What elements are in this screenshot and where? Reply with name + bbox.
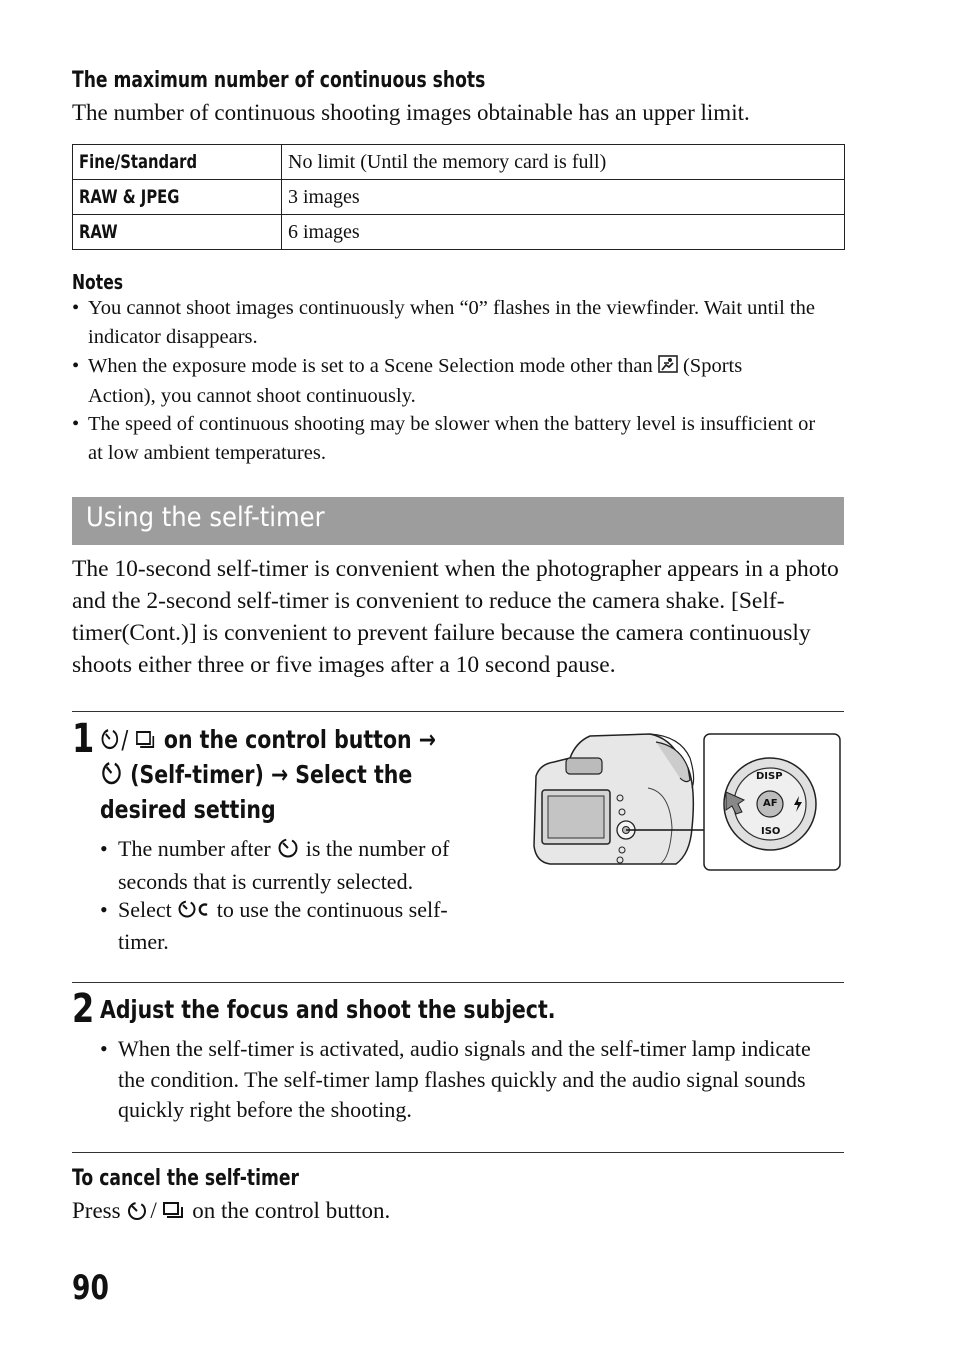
- table-row: [73, 145, 845, 180]
- notes-heading: Notes: [72, 270, 124, 294]
- step1-heading-line2: (Self-timer) → Select the: [100, 757, 412, 794]
- table-key: Fine/Standard: [79, 150, 198, 173]
- step1-heading-line3: desired setting: [100, 795, 276, 824]
- table-value: 6 images: [282, 215, 845, 250]
- table-row: [73, 180, 845, 215]
- note-item: • You cannot shoot images continuously when “0” flashes in the viewfinder. Wait until the indicator disappears.: [72, 297, 815, 348]
- section-intro: The 10-second self-timer is convenient when the photographer appears in a photo and the 2-second self-timer is convenient to reduce the camera shake. [Self-timer(Cont.)] is convenient to prevent failure because the camera continuously shoots either three or five images after a 10 second pause.: [72, 556, 839, 678]
- self-timer-icon: [126, 1199, 150, 1227]
- continuous-intro: The number of continuous shooting images obtainable has an upper limit.: [72, 100, 750, 125]
- cancel-heading: To cancel the self-timer: [72, 1166, 299, 1191]
- section-title: Using the self-timer: [86, 502, 325, 533]
- divider: [72, 1152, 844, 1153]
- camera-illustration: [530, 728, 845, 874]
- cancel-text: Press / on the control button.: [72, 1198, 390, 1227]
- note-item: • When the exposure mode is set to a Scene Selection mode other than (Sports Action), you cannot shoot continuously.: [72, 352, 832, 411]
- divider: [72, 982, 844, 983]
- continuous-heading: The maximum number of continuous shots: [72, 68, 486, 93]
- table-value: 3 images: [282, 180, 845, 215]
- step1-bullet: • Select to use the continuous self- timer.: [100, 897, 448, 955]
- self-timer-continuous-icon: [177, 897, 211, 928]
- page-number: 90: [72, 1268, 109, 1308]
- step1-heading-line1: / on the control button →: [100, 722, 436, 759]
- drive-mode-icon: [135, 724, 156, 759]
- self-timer-icon: [100, 759, 123, 794]
- table-key: RAW & JPEG: [79, 185, 180, 208]
- table-value: No limit (Until the memory card is full): [282, 145, 845, 180]
- table-key: RAW: [79, 220, 118, 243]
- continuous-table: [72, 144, 845, 250]
- step2-heading: Adjust the focus and shoot the subject.: [100, 995, 556, 1024]
- note-item: • The speed of continuous shooting may be slower when the battery level is insufficient or at low ambient temperatures.: [72, 413, 816, 464]
- divider: [72, 711, 844, 712]
- drive-mode-icon: [162, 1200, 186, 1226]
- self-timer-icon: [100, 724, 121, 759]
- section-header: [72, 497, 844, 545]
- flash-icon: [792, 796, 804, 817]
- step-number: 1: [72, 716, 95, 762]
- step-number: 2: [72, 986, 95, 1032]
- dial-label-af: AF: [763, 798, 778, 809]
- table-row: [73, 215, 845, 250]
- dial-label-iso: ISO: [761, 826, 781, 837]
- self-timer-icon: [276, 835, 300, 868]
- step2-bullet: • When the self-timer is activated, audio signals and the self-timer lamp indicate the condition. The self-timer lamp flashes quickly and the audio signal sounds quickly right before the shooting.: [100, 1036, 811, 1122]
- step1-bullet: • The number after is the number of seconds that is currently selected.: [100, 836, 450, 895]
- dial-label-disp: DISP: [756, 771, 783, 782]
- sports-action-icon: [658, 353, 678, 382]
